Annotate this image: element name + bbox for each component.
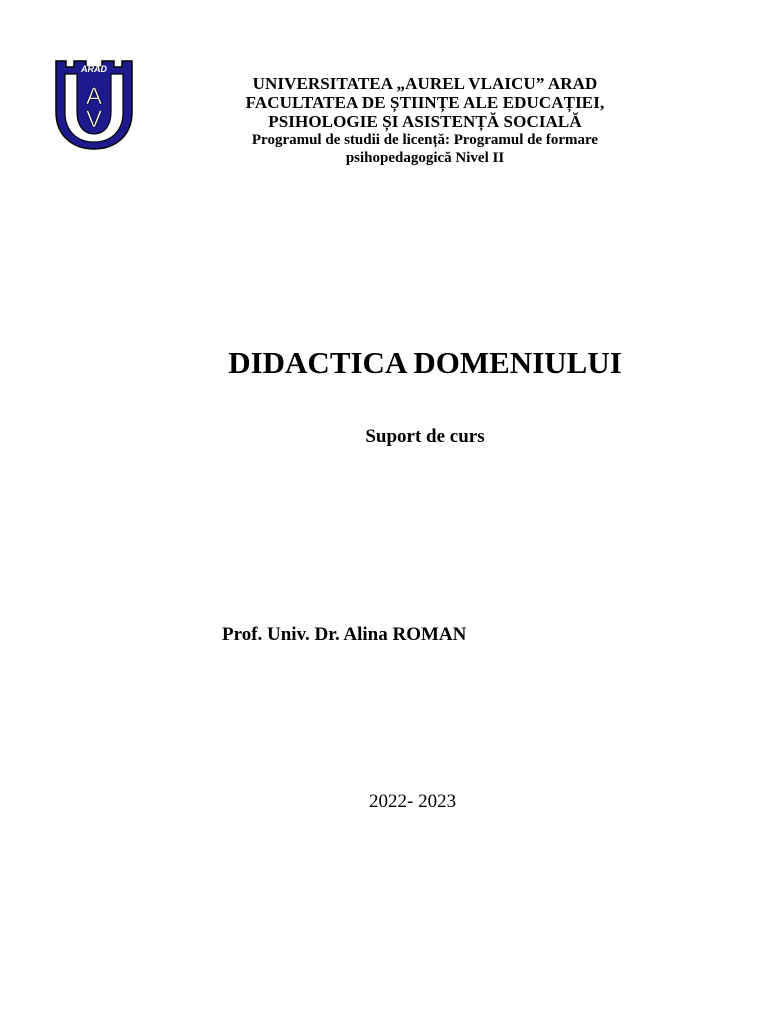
university-name: UNIVERSITATEA „AUREL VLAICU” ARAD xyxy=(252,74,598,93)
institution-header xyxy=(190,74,660,167)
logo-letter-v: V xyxy=(85,106,103,133)
university-logo xyxy=(53,58,135,152)
logo-arad-text: ARAD xyxy=(81,64,107,74)
faculty-name-line-2: PSIHOLOGIE ȘI ASISTENȚĂ SOCIALĂ xyxy=(268,112,582,131)
program-name-line-2: psihopedagogică Nivel II xyxy=(345,150,505,166)
faculty-name-line-1: FACULTATEA DE ȘTIINȚE ALE EDUCAȚIEI, xyxy=(245,93,605,112)
logo-letter-a: A xyxy=(85,83,103,110)
program-name-line-1: Programul de studii de licență: Programul de formare xyxy=(251,132,599,148)
academic-year: 2022- 2023 xyxy=(369,791,457,812)
document-subtitle: Suport de curs xyxy=(365,426,485,447)
document-title: DIDACTICA DOMENIULUI xyxy=(228,345,622,380)
author-name: Prof. Univ. Dr. Alina ROMAN xyxy=(222,624,467,645)
